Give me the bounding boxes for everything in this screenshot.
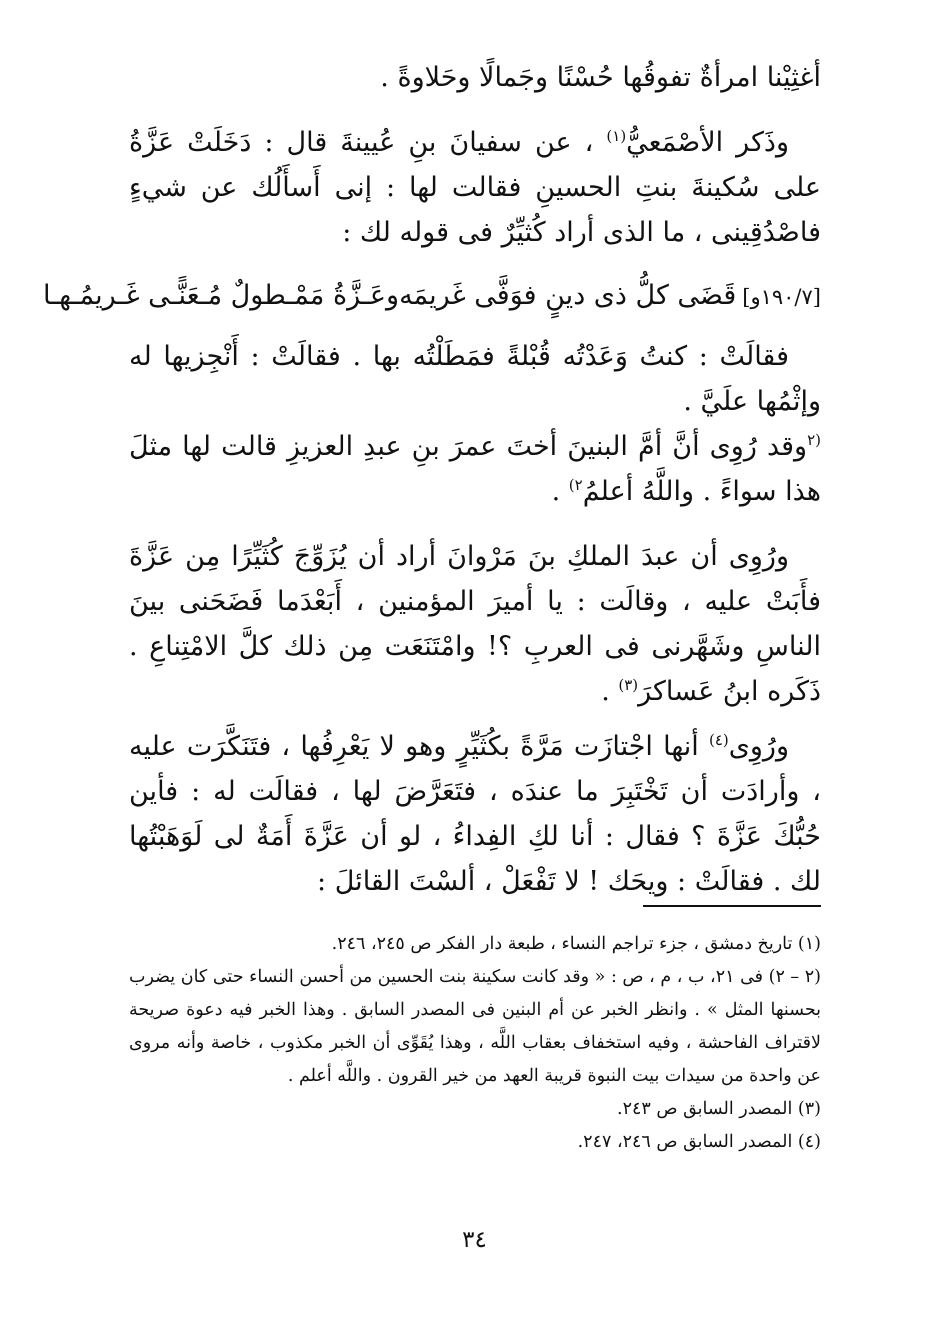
paragraph-3-end: .	[551, 476, 569, 507]
paragraph-3	[129, 334, 821, 514]
verse-first-hemistich	[399, 273, 821, 320]
verse-second-hemistich: وعَـزَّةُ مَمْـطولٌ مُـعَنًّـى غَـريمُـهـا	[43, 280, 400, 311]
footnote-ref-3: (٣)	[618, 676, 639, 694]
paragraph-4: ورُوِى أن عبدَ الملكِ بنَ مَرْوانَ أراد أن يُزَوِّجَ كُثَيِّرًا مِن عَزَّةَ فأَبَتْ عليه ، وقالَت : يا أميرَ المؤمنين ، أَبَعْدَما فَضَحَنى بينَ الناسِ وشَهَّرنى فى العربِ ؟! وامْتَنَعَت مِن ذلك كلَّ الامْتِناعِ . ذَكَره ابنُ عَساكرَ$^{(٣)}$ .	[129, 541, 821, 707]
poem-verse	[43, 273, 821, 320]
paragraph-2	[129, 120, 821, 255]
footnote-ref-4: (٤)	[708, 731, 729, 749]
footnote-ref-1: (١)	[606, 127, 627, 145]
footnotes	[129, 928, 821, 1159]
footnote-ref-2-close: ٢)	[568, 476, 583, 494]
footnote-4: (٤) المصدر السابق ص ٢٤٦، ٢٤٧.	[577, 1132, 821, 1152]
footnote-2: (٢ – ٢) فى ٢١، ب ، م ، ص : « وقد كانت سكينة بنت الحسين من أحسن النساء حتى كان يضرب بحسنها المثل » . وانظر الخبر عن أم البنين فى المصدر السابق . وهذا الخبر فيه دعوة صريحة لاقتراف الفاحشة ، وفيه استخفاف بعقاب اللَّه ، وهذا يُقَوِّى أن الخبر مكذوب ، خاصة وأنه مروى عن واحدة من سيدات بيت النبوة قريبة العهد من خير القرون . واللَّه أعلم .	[129, 967, 821, 1086]
page-number: ٣٤	[462, 1227, 487, 1253]
paragraph-1: أغثِيْنا امرأةٌ تفوقُها حُسْنًا وجَمالًا وحَلاوةً .	[380, 62, 821, 93]
footnote-separator	[643, 905, 821, 907]
footnote-1: (١) تاريخ دمشق ، جزء تراجم النساء ، طبعة دار الفكر ص ٢٤٥، ٢٤٦.	[331, 934, 821, 954]
manuscript-ref: [١٩٠/٧و]	[742, 285, 821, 309]
footnote-ref-2-open: (٢	[807, 431, 821, 449]
paragraph-4-text: ورُوِى أن عبدَ الملكِ بنَ مَرْوانَ أراد أن يُزَوِّجَ كُثَيِّرًا مِن عَزَّةَ فأَبَتْ عليه ، وقالَت : يا أميرَ المؤمنين ، أَبَعْدَما فَضَحَنى بينَ الناسِ وشَهَّرنى فى العربِ ؟! وامْتَنَعَت مِن ذلك كلَّ الامْتِناعِ . ذَكَره ابنُ عَساكرَ	[129, 541, 821, 707]
paragraph-5	[129, 724, 821, 904]
paragraph-3-middle: وقد رُوِى أنَّ أمَّ البنينَ أختَ عمرَ بنِ عبدِ العزيزِ قالت لها مثلَ هذا سواءً . واللَّهُ أعلمُ	[129, 431, 821, 507]
verse-first-text: قَضَى كلُّ ذى دينٍ فوَفَّى غَريمَه	[399, 280, 737, 311]
paragraph-2-start: وذَكر الأصْمَعيُّ	[626, 127, 789, 158]
footnote-3: (٣) المصدر السابق ص ٢٤٣.	[617, 1099, 821, 1119]
paragraph-2-rest: ، عن سفيانَ بنِ عُيينةَ قال : دَخَلَتْ عَزَّةُ على سُكينةَ بنتِ الحسينِ فقالت لها : إنى أَسأَلُك عن شيءٍ فاصْدُقِينى ، ما الذى أراد كُثيِّرٌ فى قوله لك :	[129, 127, 821, 248]
paragraph-3-start: فقالَتْ : كنتُ وَعَدْتُه قُبْلةً فمَطَلْتُه بها . فقالَتْ : أَنْجِزيها له وإثْمُها علَيَّ .	[129, 341, 821, 417]
paragraph-5-start: ورُوِى	[728, 731, 789, 762]
main-text	[43, 55, 821, 904]
paragraph-5-rest: أنها اجْتازَت مَرَّةً بكُثَيِّرٍ وهو لا يَعْرِفُها ، فتَنَكَّرَت عليه ، وأرادَت أن تَخْتَبِرَ ما عندَه ، فتَعَرَّضَ لها ، فقالَت له : فأين حُبُّكَ عَزَّةَ ؟ فقال : أنا لكِ الفِداءُ ، لو أن عَزَّةَ أَمَةٌ لى لَوَهَبْتُها لك . فقالَتْ : ويحَك ! لا تَفْعَلْ ، ألسْتَ القائلَ :	[129, 731, 821, 897]
